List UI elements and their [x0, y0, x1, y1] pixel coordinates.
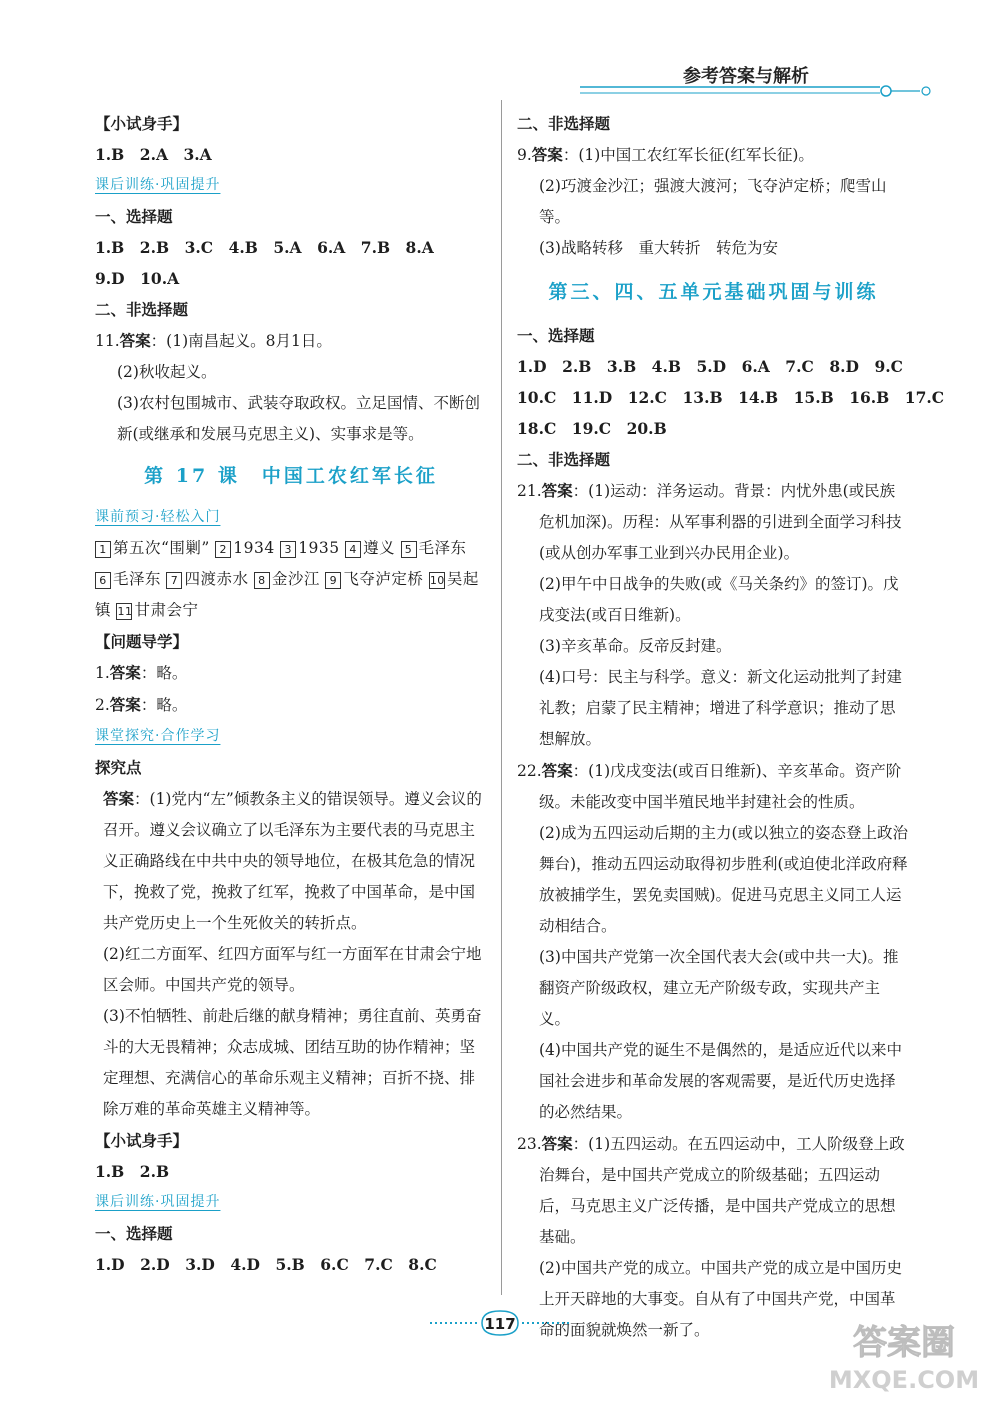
nonchoice-heading: 二、非选择题 — [95, 300, 189, 319]
answer-paragraph: (3)辛亥革命。反帝反封建。 — [539, 637, 732, 655]
fill-item: 1 第五次“围剿” — [95, 539, 210, 557]
guide-heading: 【问题导学】 — [95, 632, 189, 651]
page-number: 117 — [484, 1315, 516, 1333]
subsection-pre-class: 课前预习·轻松入门 — [95, 509, 221, 525]
lesson-title: 第 17 课 中国工农红军长征 — [144, 465, 438, 487]
answer-label: 答案 — [119, 331, 151, 350]
try-heading: 【小试身手】 — [95, 1131, 189, 1150]
guide-answer: 2.答案：略。 — [95, 695, 188, 714]
try-heading: 【小试身手】 — [95, 114, 189, 133]
watermark-url: MXQE.COM — [828, 1366, 980, 1394]
subsection-after-class: 课后训练·巩固提升 — [95, 177, 221, 193]
fill-item: 3 1935 — [280, 539, 339, 557]
choice-heading: 一、选择题 — [95, 1224, 173, 1243]
answer-paragraph: (4)口号：民主与科学。意义：新文化运动批判了封建礼教；启蒙了民主精神；增进了科学意识；推动了思想解放。 — [539, 668, 902, 748]
fill-item: 7 四渡赤水 — [166, 570, 248, 588]
choice-answers-row: 18.C 19.C 20.B — [517, 419, 667, 438]
question-21: 21.答案：(1)运动：洋务运动。背景：内忧外患(或民族危机加深)。历程：从军事利器的引进到全面学习科技(或从创办军事工业到兴办民用企业)。 — [517, 481, 902, 562]
try-answers: 1.B 2.A 3.A — [95, 145, 212, 164]
question-number: 11. — [95, 332, 120, 350]
watermark-logo-text: 答案圈 — [853, 1323, 955, 1363]
answer-paragraph: (2)甲午中日战争的失败(或《马关条约》的签订)。戊戌变法(或百日维新)。 — [539, 575, 899, 624]
header-title: 参考答案与解析 — [683, 66, 809, 87]
fill-item: 5 毛泽东 — [401, 539, 467, 557]
fill-in-answers — [95, 533, 487, 626]
choice-answers-row: 1.D 2.B 3.B 4.B 5.D 6.A 7.C 8.D 9.C — [517, 357, 903, 376]
page-number-badge — [430, 1306, 570, 1340]
nonchoice-heading: 二、非选择题 — [517, 114, 611, 133]
question-23: 23.答案：(1)五四运动。在五四运动中，工人阶级登上政治舞台，是中国共产党成立的阶级基础；五四运动后，马克思主义广泛传播，是中国共产党成立的思想基础。 — [517, 1134, 905, 1246]
question-22: 22.答案：(1)戊戌变法(或百日维新)、辛亥革命。资产阶级。未能改变中国半殖民地半封建社会的性质。 — [517, 761, 902, 811]
question-9: 9.答案：(1)中国工农红军长征(红军长征)。 — [517, 145, 814, 164]
choice-heading: 一、选择题 — [95, 207, 173, 226]
unit-title: 第三、四、五单元基础巩固与训练 — [548, 281, 879, 303]
fill-item: 2 1934 — [215, 539, 274, 557]
header-decoration — [580, 84, 940, 100]
nonchoice-heading: 二、非选择题 — [517, 450, 611, 469]
subsection-after-class: 课后训练·巩固提升 — [95, 1194, 221, 1210]
question-11 — [95, 325, 487, 357]
answer-paragraph: (3)农村包围城市、武装夺取政权。立足国情、不断创新(或继承和发展马克思主义)、实事求是等。 — [117, 394, 480, 443]
answer-paragraph: (3)中国共产党第一次全国代表大会(或中共一大)。推翻资产阶级政权，建立无产阶级专政，实现共产主义。 — [539, 948, 899, 1028]
left-column — [95, 108, 487, 1280]
fill-item: 11 甘肃会宁 — [117, 601, 199, 619]
choice-answers-row: 9.D 10.A — [95, 269, 180, 288]
answer-paragraph: (3)不怕牺牲、前赴后继的献身精神；勇往直前、英勇奋斗的大无畏精神；众志成城、团结互助的协作精神；坚定理想、充满信心的革命乐观主义精神；百折不挠、排除万难的革命英雄主义精神等。 — [103, 1007, 482, 1118]
watermark-logo — [822, 1318, 987, 1394]
answer-text: ：(1)南昌起义。8月1日。 — [150, 332, 332, 350]
fill-item: 9 飞夺泸定桥 — [325, 570, 423, 588]
choice-answers-row: 10.C 11.D 12.C 13.B 14.B 15.B 16.B 17.C — [517, 388, 945, 407]
explore-answer: 答案：(1)党内“左”倾教条主义的错误领导。遵义会议的召开。遵义会议确立了以毛泽东为主要代表的马克思主义正确路线在中共中央的领导地位，在极其危急的情况下，挽救了党，挽救了红军，挽救了中国革命，是中国共产党历史上一个生死攸关的转折点。 — [103, 789, 482, 932]
answer-paragraph: (2)红二方面军、红四方面军与红一方面军在甘肃会宁地区会师。中国共产党的领导。 — [103, 945, 482, 994]
fill-item: 4 遵义 — [345, 539, 395, 557]
subsection-in-class: 课堂探究·合作学习 — [95, 728, 221, 744]
answer-paragraph: (2)成为五四运动后期的主力(或以独立的姿态登上政治舞台)，推动五四运动取得初步胜利(或迫使北洋政府释放被捕学生，罢免卖国贼)。促进马克思主义同工人运动相结合。 — [539, 824, 909, 935]
fill-item: 6 毛泽东 — [95, 570, 161, 588]
fill-item: 10 吴起镇 — [95, 570, 479, 619]
choice-heading: 一、选择题 — [517, 326, 595, 345]
try-answers: 1.B 2.B — [95, 1162, 170, 1181]
answer-paragraph: (4)中国共产党的诞生不是偶然的，是适应近代以来中国社会进步和革命发展的客观需要，是近代历史选择的必然结果。 — [539, 1041, 902, 1121]
choice-answers-row: 1.B 2.B 3.C 4.B 5.A 6.A 7.B 8.A — [95, 238, 434, 257]
answer-paragraph: (2)巧渡金沙江；强渡大渡河；飞夺泸定桥；爬雪山等。 — [539, 177, 887, 226]
guide-answer: 1.答案：略。 — [95, 663, 188, 682]
fill-item: 8 金沙江 — [254, 570, 320, 588]
answer-paragraph: (2)中国共产党的成立。中国共产党的成立是中国历史上开天辟地的大事变。自从有了中国共产党，中国革命的面貌就焕然一新了。 — [539, 1259, 902, 1339]
column-divider — [501, 100, 502, 1295]
answer-paragraph: (3)战略转移 重大转折 转危为安 — [539, 239, 778, 257]
explore-heading: 探究点 — [95, 758, 142, 777]
choice-answers-row: 1.D 2.D 3.D 4.D 5.B 6.C 7.C 8.C — [95, 1255, 437, 1274]
answer-paragraph: (2)秋收起义。 — [117, 363, 217, 381]
